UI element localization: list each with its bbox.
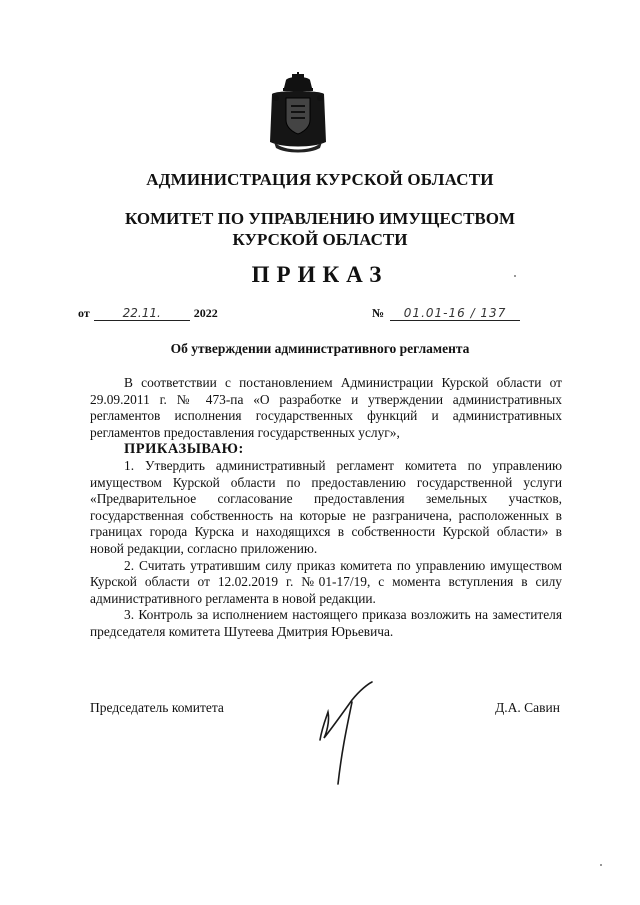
order-item-2: 2. Считать утратившим силу приказ комитета по управлению имуществом Курской области от 12.02.2019 г. №01-17/19, с момента вступления в силу административного регламента в новой редакции. [90, 557, 562, 606]
scan-speck [514, 275, 516, 277]
committee-title [0, 208, 640, 250]
scan-speck [600, 864, 602, 866]
document-date [78, 306, 218, 321]
document-type: ПРИКАЗ [251, 262, 389, 287]
number-handwritten: 01.01-16 / 137 [390, 306, 520, 321]
order-word: ПРИКАЗЫВАЮ: [124, 441, 244, 458]
date-year: 2022 [193, 306, 218, 320]
document-body [90, 375, 562, 641]
document-subject: Об утверждении административного регламента [170, 341, 470, 356]
committee-title-line-2: КУРСКОЙ ОБЛАСТИ [232, 230, 408, 249]
signatory-name: Д.А. Савин [495, 700, 560, 715]
preamble-paragraph: В соответствии с постановлением Администрации Курской области от 29.09.2011 г. № 473-па «О разработке и утверждении административных регламентов исполнения государственных функций и административных регламентов предоставления государственных услуг», [90, 375, 562, 440]
order-item-3: 3. Контроль за исполнением настоящего приказа возложить на заместителя председателя комитета Шутеева Дмитрия Юрьевича. [90, 607, 562, 639]
organization-title: АДМИНИСТРАЦИЯ КУРСКОЙ ОБЛАСТИ [146, 170, 494, 189]
date-handwritten: 22.11. [94, 306, 190, 321]
committee-title-line-1: КОМИТЕТ ПО УПРАВЛЕНИЮ ИМУЩЕСТВОМ [124, 209, 516, 228]
coat-of-arms-emblem [266, 72, 330, 154]
date-prefix: от [78, 306, 90, 320]
order-item-1: 1. Утвердить административный регламент комитета по управлению имуществом Курской области по предоставлению государственной услуги «Предварительное согласование предоставления земельных участков, государственная собственность на которые не разграничена, расположенных в границах города Курска и находящихся в собственности Курской области» в новой редакции, согласно приложению. [90, 457, 562, 556]
handwritten-signature [312, 678, 382, 788]
document-number [372, 306, 520, 321]
number-prefix: № [372, 306, 385, 320]
signatory-position: Председатель комитета [90, 700, 224, 715]
